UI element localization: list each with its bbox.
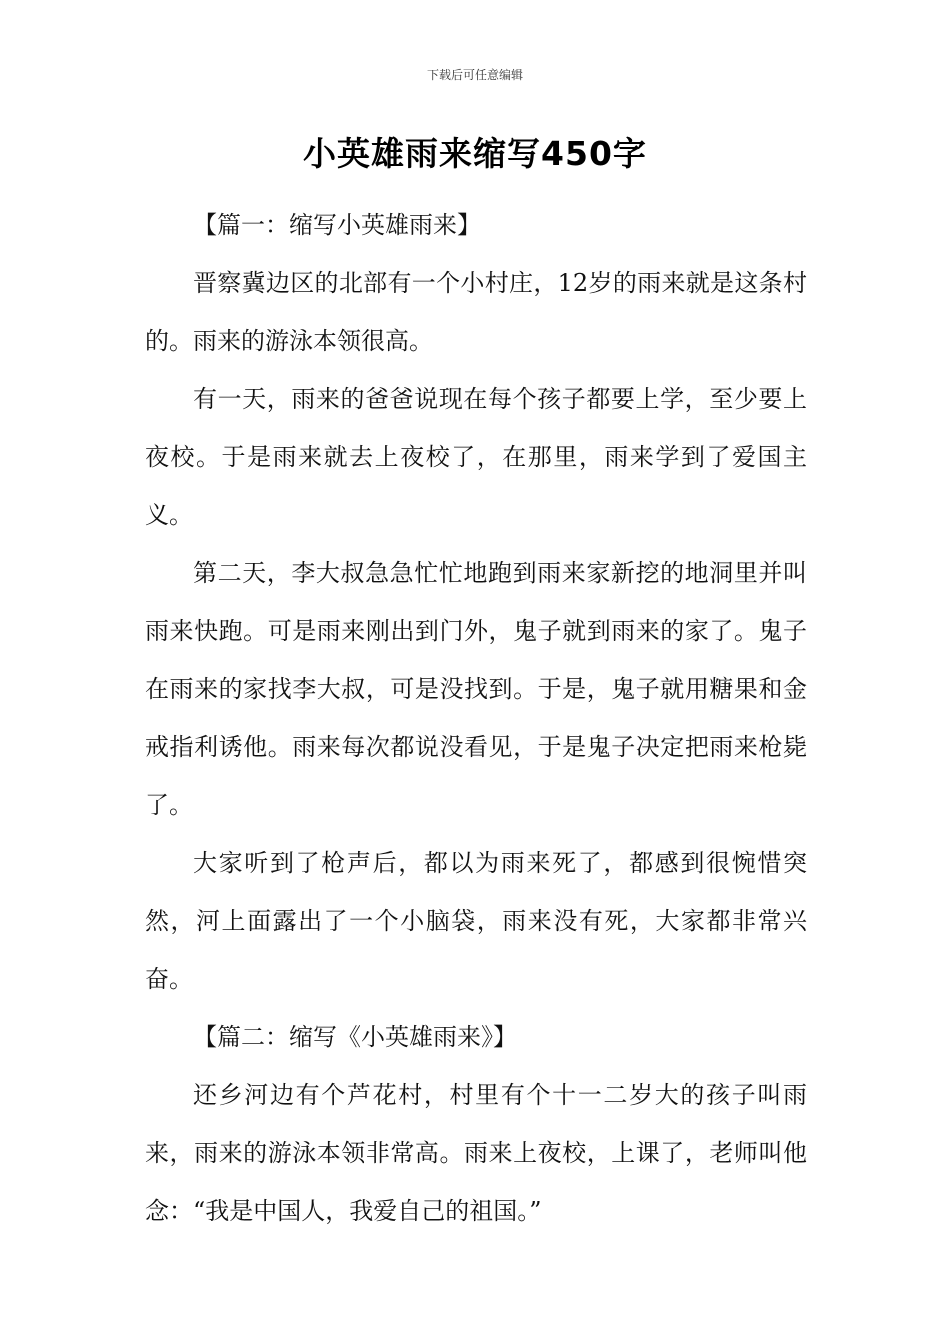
document-title: 小英雄雨来缩写450字 [303,134,647,173]
paragraph: 大家听到了枪声后，都以为雨来死了，都感到很惋惜突然，河上面露出了一个小脑袋，雨来没有死，大家都非常兴奋。 [145,849,807,993]
header-note: 下载后可任意编辑 [426,68,523,82]
paragraph: 第二天，李大叔急急忙忙地跑到雨来家新挖的地洞里并叫雨来快跑。可是雨来刚出到门外，鬼子就到雨来的家了。鬼子在雨来的家找李大叔，可是没找到。于是，鬼子就用糖果和金戒指利诱他。雨来每次都说没看见，于是鬼子决定把雨来枪毙了。 [145,559,807,819]
section-heading-1: 【篇一：缩写小英雄雨来】 [193,211,481,239]
paragraph: 还乡河边有个芦花村，村里有个十一二岁大的孩子叫雨来，雨来的游泳本领非常高。雨来上夜校，上课了，老师叫他念：“我是中国人，我爱自己的祖国。” [145,1081,807,1225]
document-body [145,196,807,1240]
paragraph: 晋察冀边区的北部有一个小村庄，12岁的雨来就是这条村的。雨来的游泳本领很高。 [145,269,807,355]
section-heading-2: 【篇二：缩写《小英雄雨来》】 [193,1023,517,1051]
paragraph: 有一天，雨来的爸爸说现在每个孩子都要上学，至少要上夜校。于是雨来就去上夜校了，在那里，雨来学到了爱国主义。 [145,385,807,529]
